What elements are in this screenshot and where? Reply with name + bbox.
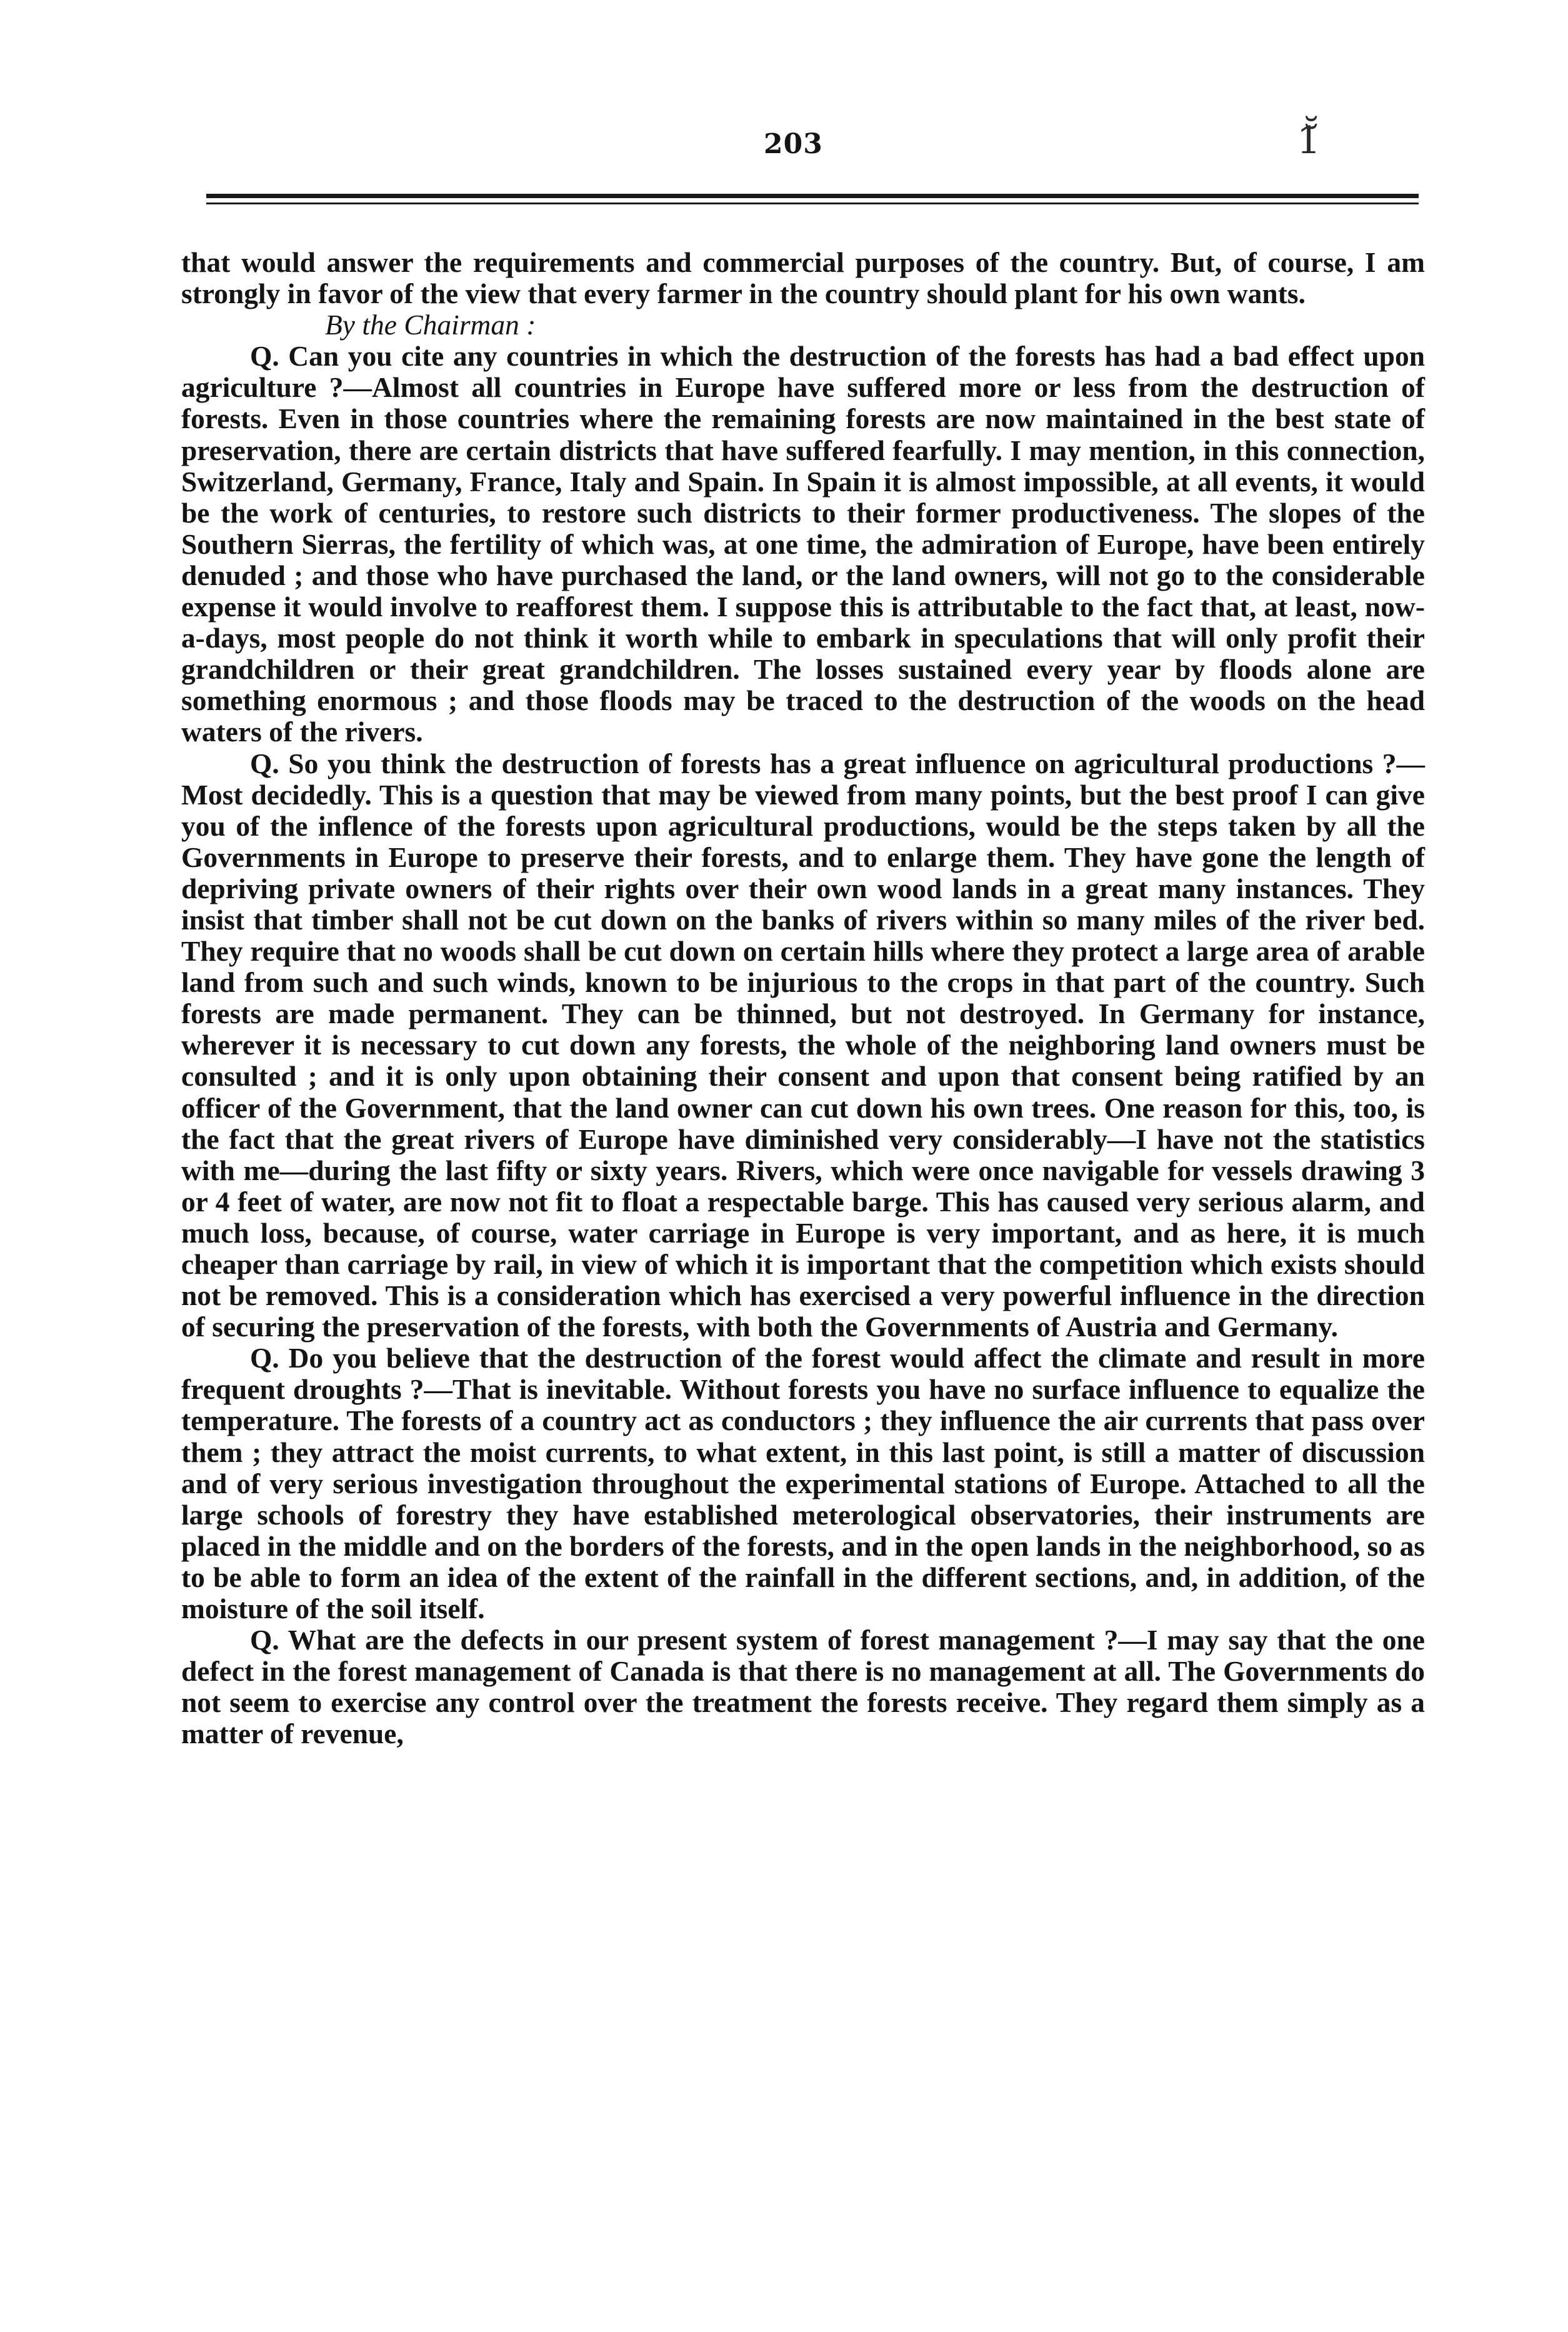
page-number: 203: [764, 128, 823, 160]
section-heading: By the Chairman :: [325, 309, 536, 341]
paragraph-question-3: Q. Do you believe that the destruction of the forest would affect the climate and result in more frequent droughts ?—That is inevitable. Without forests you have no surface influence to equalize the temperature. The forests of a country act as conductors ; they influence the air currents that pass over them ; they attract the moist currents, to what extent, in this last point, is still a matter of discussion and of very serious investigation throughout the experimental stations of Europe. Attached to all the large schools of forestry they have established meterological observatories, their instruments are placed in the middle and on the borders of the forests, and in the open lands in the neighborhood, so as to be able to form an idea of the extent of the rainfall in the different sections, and, in addition, of the moisture of the soil itself.: [181, 1342, 1425, 1625]
header-rule-thin: [206, 203, 1419, 204]
paragraph-question-1: Q. Can you cite any countries in which the destruction of the forests has had a bad effect upon agriculture ?—Almost all countries in Europe have suffered more or less from the destruction of forests. Even in those countries where the remaining forests are now maintained in the best state of preservation, there are certain districts that have suffered fearfully. I may mention, in this connection, Switzerland, Germany, France, Italy and Spain. In Spain it is almost impossible, at all events, it would be the work of centuries, to restore such districts to their former productiveness. The slopes of the Southern Sierras, the fertility of which was, at one time, the admiration of Europe, have been entirely denuded ; and those who have purchased the land, or the land owners, will not go to the considerable expense it would involve to reafforest them. I suppose this is attributable to the fact that, at least, now-a-days, most people do not think it worth while to embark in speculations that will only profit their grandchildren or their great grandchildren. The losses sustained every year by floods alone are something enormous ; and those floods may be traced to the destruction of the woods on the head waters of the rivers.: [181, 340, 1425, 748]
paragraph-question-4: Q. What are the defects in our present system of forest management ?—I may say that the one defect in the forest management of Canada is that there is no management at all. The Governments do not seem to exercise any control over the treatment the forests receive. They regard them simply as a matter of revenue,: [181, 1624, 1425, 1750]
body-text: [181, 247, 1425, 1750]
paragraph-continuation: that would answer the requirements and commercial purposes of the country. But, of course, I am strongly in favor of the view that every farmer in the country should plant for his own wants.: [181, 246, 1425, 310]
paragraph-question-2: Q. So you think the destruction of forests has a great influence on agricultural productions ?—Most decidedly. This is a question that may be viewed from many points, but the best proof I can give you of the inflence of the forests upon agricultural productions, would be the steps taken by all the Governments in Europe to preserve their forests, and to enlarge them. They have gone the length of depriving private owners of their rights over their own wood lands in a great many instances. They insist that timber shall not be cut down on the banks of rivers within so many miles of the river bed. They require that no woods shall be cut down on certain hills where they protect a large area of arable land from such and such winds, known to be injurious to the crops in that part of the country. Such forests are made permanent. They can be thinned, but not destroyed. In Germany for instance, wherever it is necessary to cut down any forests, the whole of the neighboring land owners must be consulted ; and it is only upon obtaining their consent and upon that consent being ratified by an officer of the Government, that the land owner can cut down his own trees. One reason for this, too, is the fact that the great rivers of Europe have diminished very considerably—I have not the statistics with me—during the last fifty or sixty years. Rivers, which were once navigable for vessels drawing 3 or 4 feet of water, are now not fit to float a respectable barge. This has caused very serious alarm, and much loss, because, of course, water carriage in Europe is very important, and as here, it is much cheaper than carriage by rail, in view of which it is important that the competition which exists should not be removed. This is a consideration which has exercised a very powerful influence in the direction of securing the preservation of the forests, with both the Governments of Austria and Germany.: [181, 747, 1425, 1343]
header-rule-thick: [206, 194, 1419, 198]
handwritten-mark: 1̆̆: [1297, 119, 1325, 163]
